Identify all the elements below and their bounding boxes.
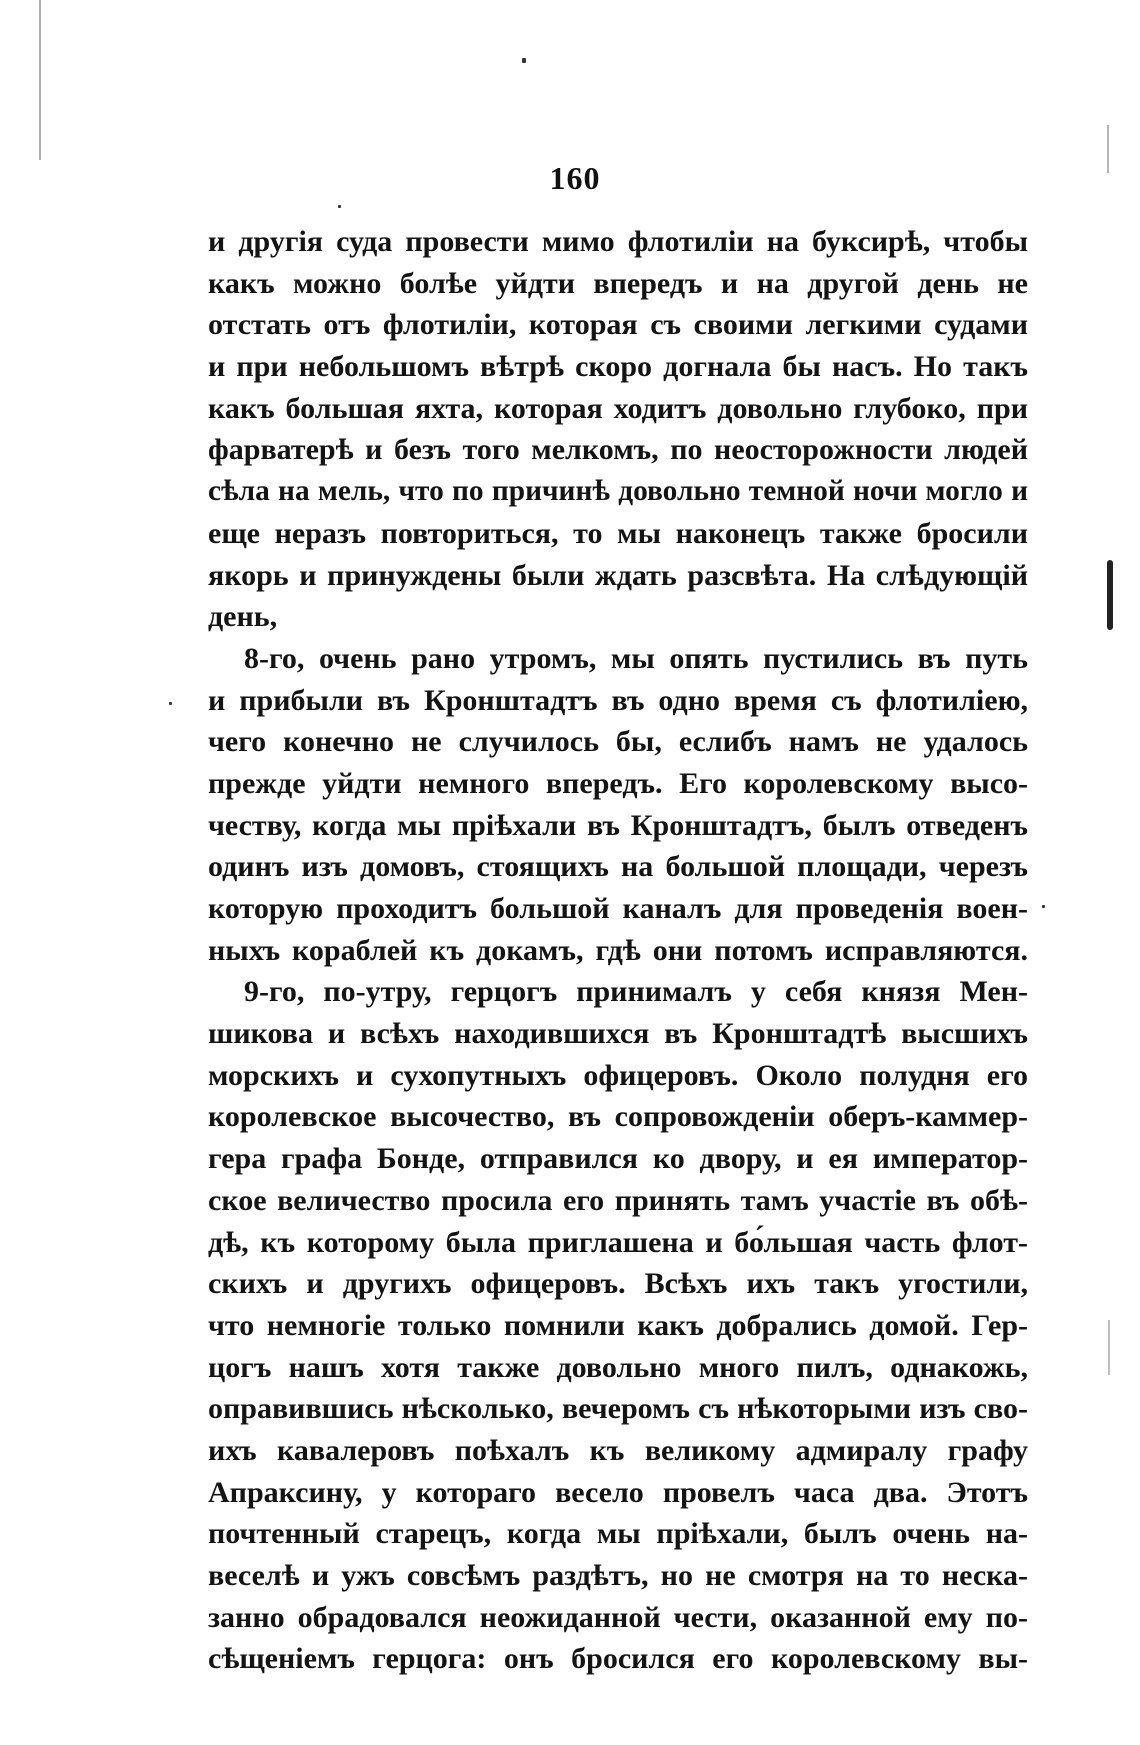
- text-line: фарватерѣ и безъ того мелкомъ, по неосторожности людей: [208, 433, 1028, 467]
- text-line: и другія суда провести мимо флотиліи на буксирѣ, чтобы: [208, 225, 1028, 258]
- text-line: шикова и всѣхъ находившихся въ Кронштадтѣ высшихъ: [208, 1017, 1028, 1051]
- scan-edge-right-low: [1108, 1320, 1110, 1375]
- text-line: дѣ, къ которому была приглашена и бо́льшая часть флот-: [208, 1225, 1028, 1259]
- text-line: что немногіе только помнили какъ добрались домой. Гер-: [208, 1308, 1028, 1342]
- text-line: гера графа Бонде, отправился ко двору, и ея император-: [208, 1142, 1028, 1176]
- text-line: одинъ изъ домовъ, стоящихъ на большой площади, черезъ: [208, 850, 1028, 884]
- text-line: и прибыли въ Кронштадтъ въ одно время съ флотиліею,: [208, 683, 1028, 717]
- ink-speck: [169, 702, 172, 705]
- body-text: [208, 221, 1028, 1680]
- text-line: 9-го, по-утру, герцогъ принималъ у себя князя Мен-: [244, 975, 1028, 1009]
- text-line: оправившись нѣсколько, вечеромъ съ нѣкоторыми изъ сво-: [208, 1392, 1028, 1426]
- text-line: ныхъ кораблей къ докамъ, гдѣ они потомъ исправляются.: [208, 933, 1028, 967]
- text-line: веселѣ и ужъ совсѣмъ раздѣтъ, но не смотря на то неска-: [208, 1559, 1028, 1592]
- text-line: ихъ кавалеровъ поѣхалъ къ великому адмиралу графу: [208, 1433, 1028, 1467]
- text-line: морскихъ и сухопутныхъ офицеровъ. Около полудня его: [208, 1058, 1028, 1092]
- text-line: якорь и принуждены были ждать разсвѣта. На слѣдующій: [208, 558, 1028, 592]
- text-line: честву, когда мы пріѣхали въ Кронштадтъ, былъ отведенъ: [208, 808, 1028, 842]
- text-line: чего конечно не случилось бы, еслибъ намъ не удалось: [208, 725, 1028, 759]
- text-line: Апраксину, у котораго весело провелъ часа два. Этотъ: [208, 1475, 1028, 1509]
- text-line: прежде уйдти немного впередъ. Его королевскому высо-: [208, 766, 1028, 800]
- text-line: и при небольшомъ вѣтрѣ скоро догнала бы насъ. Но такъ: [208, 350, 1028, 384]
- ink-speck: [522, 58, 526, 63]
- text-line: какъ большая яхта, которая ходитъ довольно глубоко, при: [208, 391, 1028, 425]
- text-line: королевское высочество, въ сопровожденіи оберъ-каммер-: [208, 1100, 1028, 1134]
- scan-edge-right-mid: [1107, 560, 1113, 630]
- text-line: цогъ нашъ хотя также довольно много пилъ, однакожь,: [208, 1350, 1028, 1384]
- ink-speck: [1042, 905, 1045, 908]
- text-line: сѣщеніемъ герцога: онъ бросился его королевскому вы-: [208, 1642, 1028, 1676]
- text-line: 8-го, очень рано утромъ, мы опять пустились въ путь: [244, 641, 1028, 675]
- text-line: почтенный старецъ, когда мы пріѣхали, былъ очень на-: [208, 1517, 1028, 1551]
- text-line: которую проходитъ большой каналъ для проведенія воен-: [208, 892, 1028, 925]
- ink-speck: [338, 205, 341, 208]
- page-number: 160: [549, 160, 601, 196]
- text-line: ское величество просила его принять тамъ участіе въ обѣ-: [208, 1183, 1028, 1217]
- text-line: отстать отъ флотиліи, которая съ своими легкими судами: [208, 308, 1028, 342]
- text-line: день,: [208, 600, 278, 634]
- text-line: какъ можно болѣе уйдти впередъ и на другой день не: [208, 266, 1028, 300]
- text-line: сѣла на мель, что по причинѣ довольно темной ночи могло и: [208, 475, 1028, 508]
- text-line: занно обрадовался неожиданной чести, оказанной ему по-: [208, 1600, 1028, 1634]
- text-line: еще неразъ повториться, то мы наконецъ также бросили: [208, 516, 1028, 550]
- text-line: скихъ и другихъ офицеровъ. Всѣхъ ихъ такъ угостили,: [208, 1267, 1028, 1301]
- scan-edge-left: [39, 0, 41, 160]
